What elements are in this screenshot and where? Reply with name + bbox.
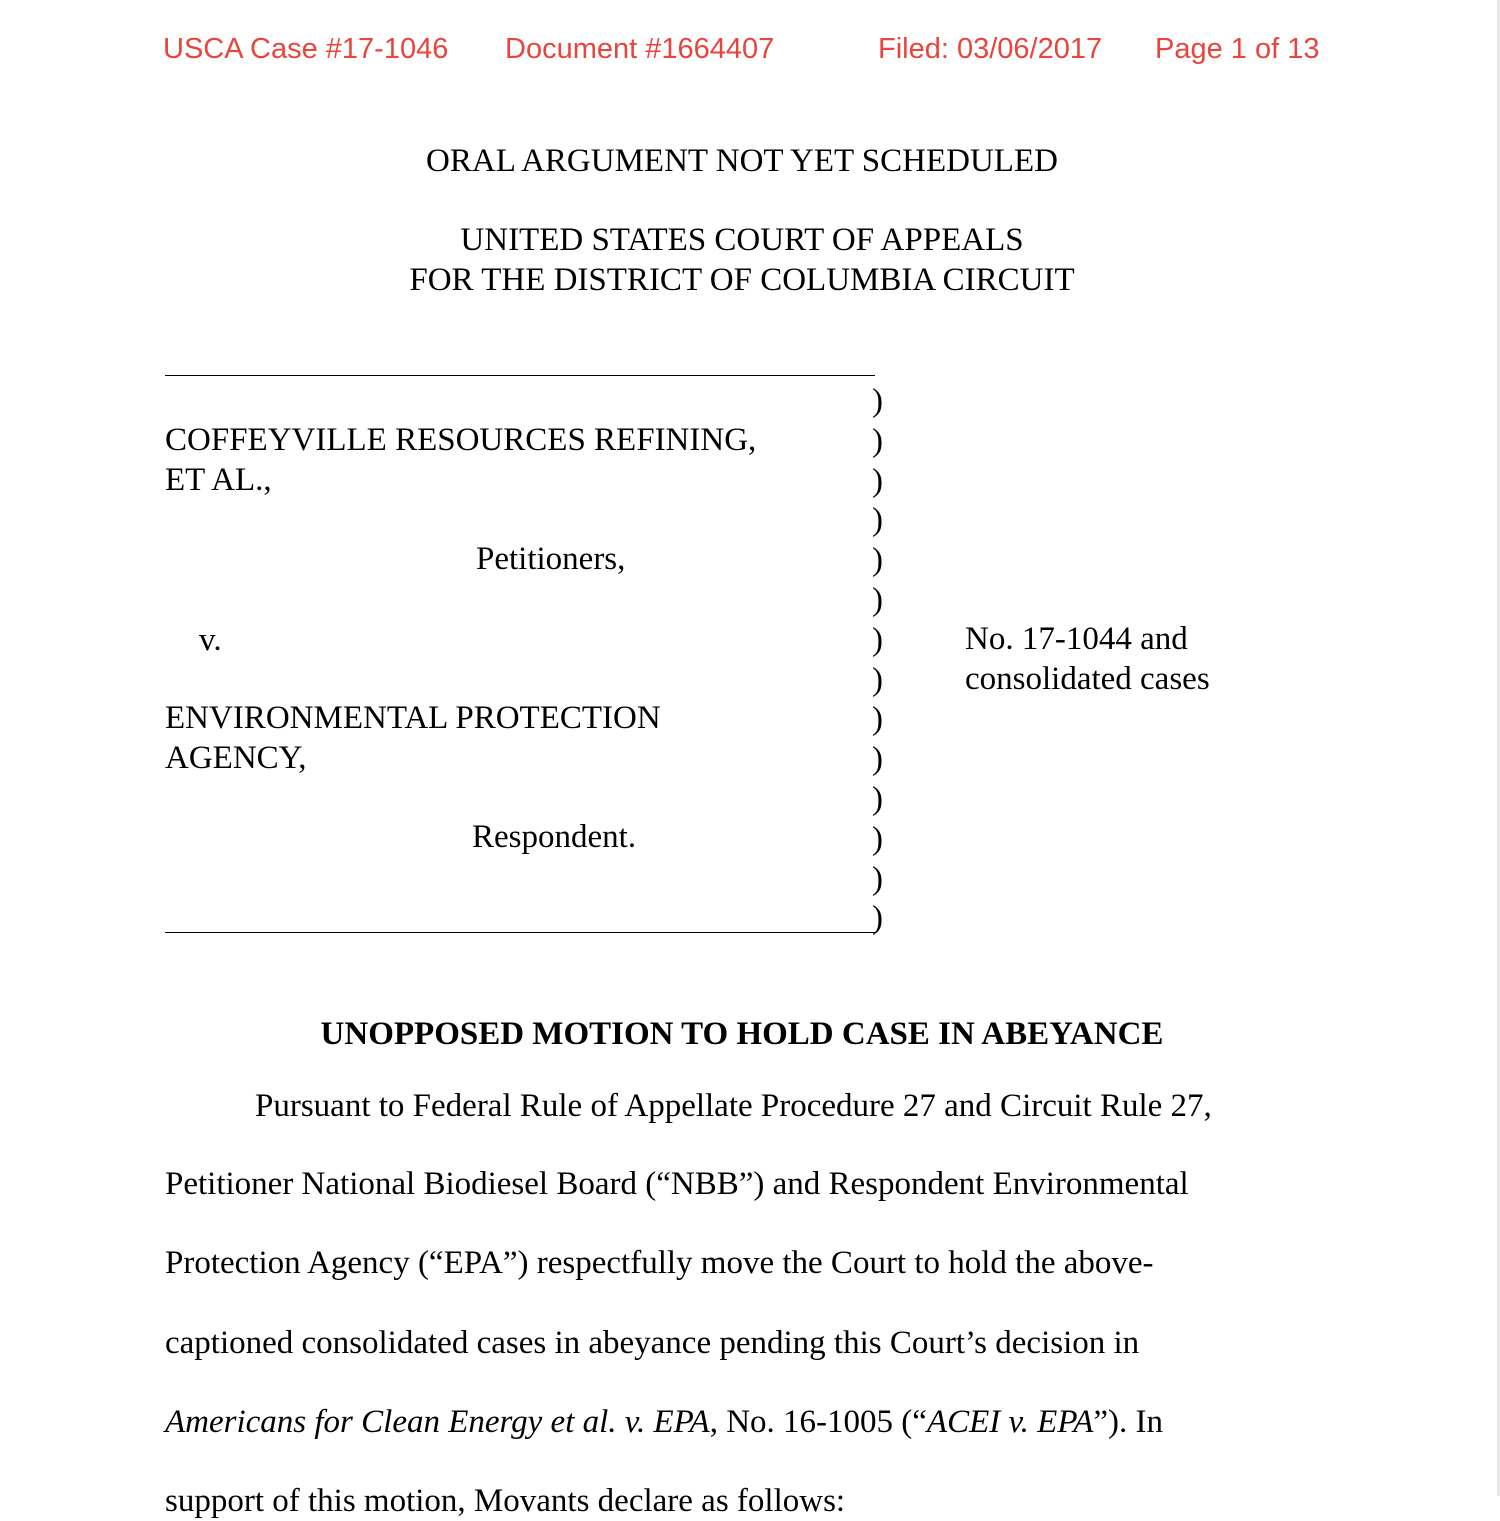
case-number-line2: consolidated cases <box>965 661 1210 697</box>
caption-paren: ) <box>872 383 883 419</box>
body-line-6-partial: support of this motion, Movants declare as follows: <box>165 1483 846 1519</box>
petitioner-name-line1: COFFEYVILLE RESOURCES REFINING, <box>165 422 757 458</box>
body-line-4: captioned consolidated cases in abeyance pending this Court’s decision in <box>165 1325 1140 1361</box>
motion-title: UNOPPOSED MOTION TO HOLD CASE IN ABEYANCE <box>320 1016 1164 1052</box>
caption-paren: ) <box>872 502 883 539</box>
body-line-3: Protection Agency (“EPA”) respectfully move the Court to hold the above- <box>165 1245 1154 1281</box>
header-filed-date: Filed: 03/06/2017 <box>878 33 1103 65</box>
body-line-5 <box>165 1402 1163 1442</box>
caption-paren: ) <box>872 462 883 499</box>
case-short-name: ACEI v. EPA <box>926 1404 1094 1440</box>
respondent-name-line1: ENVIRONMENTAL PROTECTION <box>165 700 661 736</box>
body-line-2: Petitioner National Biodiesel Board (“NBB”) and Respondent Environmental <box>165 1166 1189 1202</box>
oral-argument-notice: ORAL ARGUMENT NOT YET SCHEDULED <box>426 143 1058 179</box>
caption-bottom-rule <box>165 932 875 933</box>
caption-top-rule <box>165 375 875 376</box>
header-document-number: Document #1664407 <box>505 33 775 65</box>
caption-paren: ) <box>872 581 883 618</box>
caption-paren: ) <box>872 860 883 897</box>
petitioner-role: Petitioners, <box>476 541 626 577</box>
case-citation-name: Americans for Clean Energy et al. v. EPA <box>165 1404 710 1440</box>
body-line-5-end: ”). In <box>1093 1404 1164 1440</box>
caption-paren: ) <box>872 542 883 579</box>
caption-paren: ) <box>872 780 883 817</box>
caption-paren-column <box>872 382 892 939</box>
respondent-role: Respondent. <box>472 819 637 855</box>
header-case-number: USCA Case #17-1046 <box>163 33 449 65</box>
court-name-line1: UNITED STATES COURT OF APPEALS <box>460 222 1024 258</box>
caption-paren: ) <box>872 741 883 778</box>
caption-paren: ) <box>872 422 883 459</box>
caption-paren: ) <box>872 701 883 738</box>
court-name-line2: FOR THE DISTRICT OF COLUMBIA CIRCUIT <box>409 262 1075 298</box>
versus: v. <box>199 622 222 658</box>
caption-paren: ) <box>872 621 883 658</box>
respondent-name-line2: AGENCY, <box>165 740 307 776</box>
header-page-count: Page 1 of 13 <box>1155 33 1320 65</box>
caption-paren: ) <box>872 900 883 937</box>
caption-paren: ) <box>872 661 883 698</box>
case-number-line1: No. 17-1044 and <box>965 621 1188 657</box>
body-line-1: Pursuant to Federal Rule of Appellate Procedure 27 and Circuit Rule 27, <box>255 1088 1212 1124</box>
petitioner-name-line2: ET AL., <box>165 462 272 498</box>
case-citation-number: , No. 16-1005 (“ <box>709 1404 927 1440</box>
caption-paren: ) <box>872 820 883 857</box>
